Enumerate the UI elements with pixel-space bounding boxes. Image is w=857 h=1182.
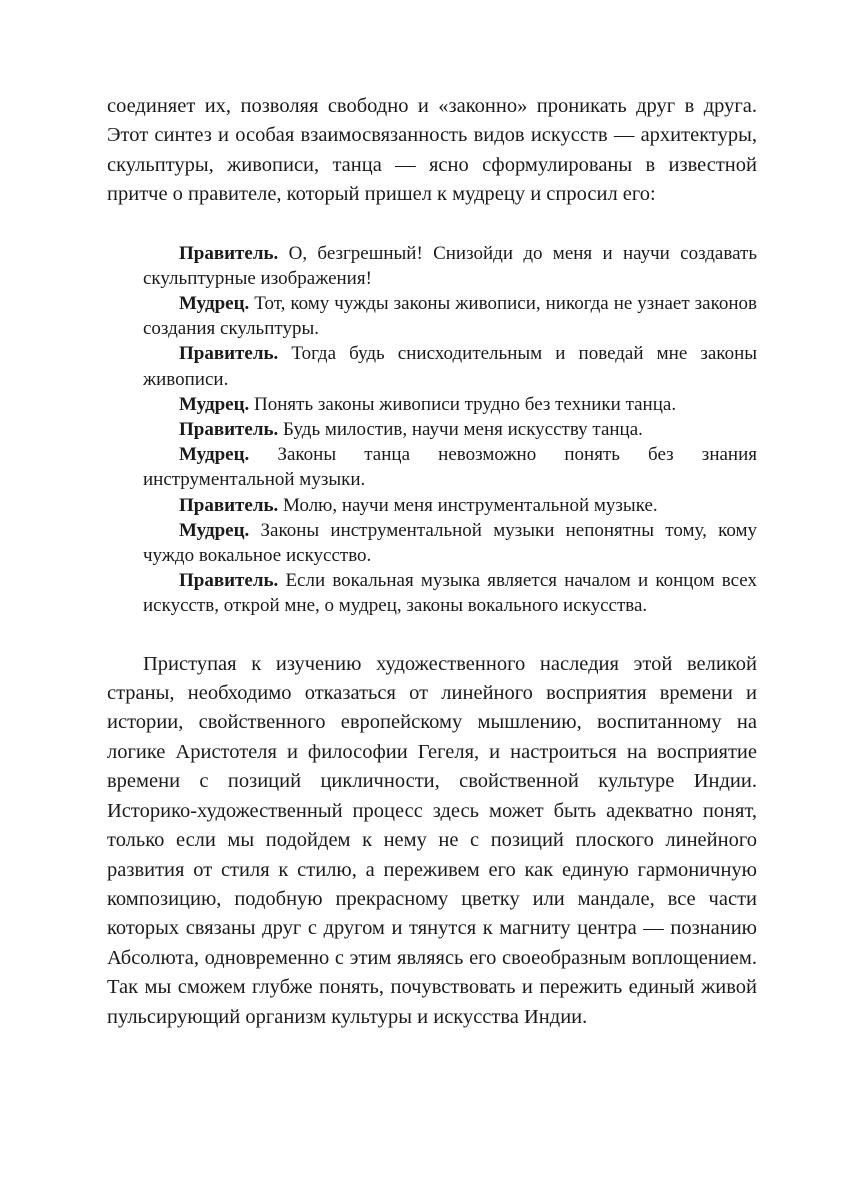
- dialogue-speaker: Правитель.: [179, 242, 279, 264]
- parable-dialogue: [143, 241, 757, 619]
- closing-paragraph: Приступая к изучению художественного наследия этой великой страны, необходимо отказаться от линейного восприятия времени и истории, свойственного европейскому мышлению, воспитанному на логике Аристотеля и философии Гегеля, и настроиться на восприятие времени с позиций цикличности, свойственной культуре Индии. Историко-художественный процесс здесь может быть адекватно понят, только если мы подойдем к нему не с позиций плоского линейного развития от стиля к стилю, а переживем его как единую гармоничную композицию, подобную прекрасному цветку или мандале, все части которых связаны друг с другом и тянутся к магниту центра — познанию Абсолюта, одновременно с этим являясь его своеобразным воплощением. Так мы сможем глубже понять, почувствовать и пережить единый живой пульсирующий организм культуры и искусства Индии.: [107, 652, 757, 1028]
- dialogue-text: Понять законы живописи трудно без техники танца.: [249, 393, 677, 415]
- dialogue-line: [143, 493, 757, 518]
- page-content: [107, 92, 757, 1032]
- dialogue-text: Законы танца невозможно понять без знания инструментальной музыки.: [143, 444, 757, 491]
- dialogue-text: Законы инструментальной музыки непонятны тому, кому чуждо вокальное искусство.: [143, 519, 757, 567]
- dialogue-text: О, безгрешный! Снизойди до меня и научи создавать скульптурные изображения!: [143, 242, 757, 289]
- dialogue-line: [143, 518, 757, 568]
- dialogue-speaker: Правитель.: [179, 494, 279, 516]
- dialogue-speaker: Мудрец.: [179, 293, 250, 315]
- dialogue-speaker: Правитель.: [179, 419, 279, 441]
- dialogue-text: Будь милостив, научи меня искусству танца.: [278, 419, 643, 441]
- dialogue-speaker: Мудрец.: [179, 519, 250, 541]
- dialogue-line: [143, 417, 757, 442]
- dialogue-line: [143, 568, 757, 618]
- dialogue-line: [143, 241, 757, 291]
- dialogue-text: Если вокальная музыка является началом и концом всех искусств, открой мне, о мудрец, законы вокального искусства.: [143, 570, 757, 617]
- dialogue-text: Тогда будь снисходительным и поведай мне законы живописи.: [143, 343, 757, 390]
- dialogue-line: [143, 392, 757, 417]
- dialogue-speaker: Мудрец.: [179, 393, 250, 415]
- dialogue-text: Молю, научи меня инструментальной музыке.: [278, 494, 658, 516]
- dialogue-speaker: Правитель.: [179, 570, 279, 592]
- dialogue-speaker: Мудрец.: [179, 444, 250, 466]
- dialogue-line: [143, 341, 757, 391]
- dialogue-line: [143, 442, 757, 492]
- dialogue-line: [143, 291, 757, 341]
- dialogue-speaker: Правитель.: [179, 343, 279, 365]
- dialogue-text: Тот, кому чужды законы живописи, никогда не узнает законов создания скульптуры.: [143, 293, 757, 340]
- intro-paragraph: соединяет их, позволяя свободно и «законно» проникать друг в друга. Этот синтез и особая взаимосвязанность видов искусств — архитектуры, скульптуры, живописи, танца — ясно сформулированы в известной притче о правителе, который пришел к мудрецу и спросил его:: [107, 95, 757, 206]
